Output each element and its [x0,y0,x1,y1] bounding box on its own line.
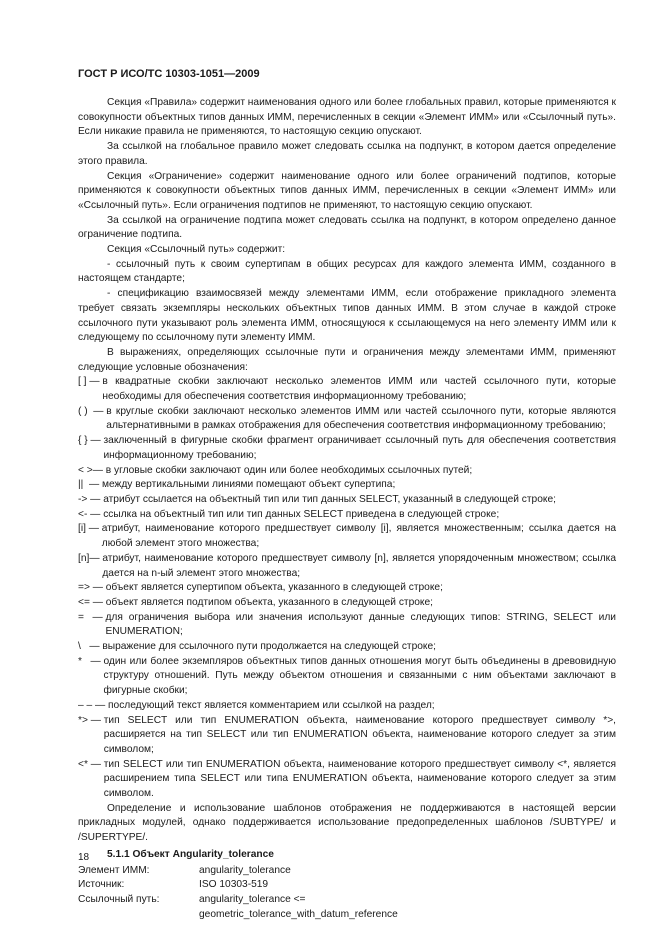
notation-symbol: { } — [78,435,104,447]
notation-text: атрибут ссылается на объектный тип или тип данных SELECT, указанный в следующей строке; [103,493,556,505]
paragraph: В выражениях, определяющих ссылочные пути и ограничения между элементами ИММ, применяют следующие условные обозначения: [78,346,616,373]
meta-row [78,908,616,923]
paragraph: Секция «Ссылочный путь» содержит: [107,244,286,256]
notation-symbol: ( ) — [78,405,107,417]
notation-item [78,405,616,434]
notation-symbol: <= — [78,596,106,608]
notation-text: между вертикальными линиями помещают объект супертипа; [101,479,396,491]
notation-text: объект является супертипом объекта, указанного в следующей строке; [105,582,443,594]
notation-symbol: <* — [78,758,104,770]
paragraph: За ссылкой на глобальное правило может следовать ссылка на подпункт, в котором дается определение этого правила. [78,141,616,167]
notation-text: в круглые скобки заключают несколько элементов ИММ или частей ссылочного пути, которые являются альтернативными в рамках отображения для обеспечения соответствия информационному требованию; [106,405,616,432]
notation-symbol: – – — [78,699,109,711]
notation-text: ссылка на объектный тип или тип данных SELECT приведена в следующей строке; [103,508,500,520]
meta-value: angularity_tolerance [199,864,291,876]
notation-symbol: *> — [78,714,104,726]
document-body [78,96,616,922]
notation-item [78,581,616,596]
meta-row [78,893,616,908]
notation-text: последующий текст является комментарием или ссылкой на раздел; [108,699,435,711]
meta-row [78,864,616,879]
notation-text: объект является подтипом объекта, указанного в следующей строке; [105,596,433,608]
list-item: - ссылочный путь к своим супертипам в общих ресурсах для каждого элемента ИММ, созданного в настоящем стандарте; [78,258,616,285]
notation-symbol: * — [78,655,104,667]
document-header: ГОСТ Р ИСО/ТС 10303-1051—2009 [78,68,260,80]
paragraph: Секция «Правила» содержит наименования одного или более глобальных правил, которые применяются к совокупности объектных типов данных ИММ, перечисленных в секции «Элемент ИММ» или «Ссылочный путь». Если никакие правила не применяются, то настоящую секцию опускают. [78,97,617,138]
notation-symbol: || — [78,479,102,491]
notation-text: атрибут, наименование которого предшествует символу [i], является множественным; ссылка дается на любой элемент этого множества; [101,523,616,550]
notation-list [78,375,616,801]
meta-value: ISO 10303-519 [199,879,269,891]
notation-item [78,596,616,611]
notation-item [78,434,616,463]
notation-text: тип SELECT или тип ENUMERATION объекта, наименование которого предшествует символу *>, расширяется на тип SELECT или тип ENUMERATION объекта, наименование которого следует за этим символом; [103,714,616,755]
meta-key: Элемент ИММ: [78,864,150,876]
meta-key [78,908,199,923]
notation-text: заключенный в фигурные скобки фрагмент ограничивает ссылочный путь для обеспечения соответствия информационному требованию; [103,435,616,461]
notation-symbol: [ ] — [78,376,103,388]
paragraph: За ссылкой на ограничение подтипа может следовать ссылка на подпункт, в котором определено данное ограничение подтипа. [78,214,616,241]
notation-symbol: => — [78,582,106,594]
notation-item [78,714,616,758]
notation-item [78,758,616,802]
notation-item [78,640,616,655]
notation-text: в квадратные скобки заключают несколько элементов ИММ или частей ссылочного пути, которые необходимы для обеспечения соответствия информационному требованию; [102,376,616,403]
notation-symbol: -> — [78,493,104,505]
notation-symbol: [i] — [78,523,102,535]
notation-item [78,493,616,508]
notation-text: тип SELECT или тип ENUMERATION объекта, наименование которого предшествует символу <*, является расширением типа SELECT или типа ENUMERATION объекта, наименование которого следует за этим символом. [103,758,616,800]
notation-item [78,655,616,699]
meta-key: Источник: [78,879,125,891]
notation-text: один или более экземпляров объектных типов данных отношения могут быть объединены в древовидную структуру отношений. Путь между объектом отношения и связанными с ним объектами заключают в фигурные скобки; [103,655,616,697]
notation-symbol: = — [78,611,106,623]
notation-text: атрибут, наименование которого предшествует символу [n], является упорядоченным множеством; ссылка дается на n-ый элемент этого множества; [102,552,616,579]
notation-item [78,699,616,714]
notation-item [78,552,616,581]
entity-meta [78,864,616,923]
notation-symbol: <- — [78,508,104,520]
page-number: 18 [78,852,90,863]
list-item: - спецификацию взаимосвязей между элементами ИММ, если отображение прикладного элемента требует связать экземпляры нескольких объектных типов данных ИММ. В этом случае в каждой строке ссылочного пути указывают роль элемента ИММ, относящуюся к ссылающемуся на него элементу ИММ или к следующему по ссылочному пути элементу ИММ. [78,288,616,344]
notation-item [78,508,616,523]
notation-symbol: \ — [78,641,103,653]
notation-item [78,375,616,404]
section-heading: 5.1.1 Объект Angularity_tolerance [107,848,274,860]
meta-row [78,878,616,893]
notation-symbol: < >— [78,464,106,476]
meta-value: angularity_tolerance <= [199,893,306,905]
notation-text: в угловые скобки заключают один или более необходимых ссылочных путей; [105,464,473,476]
paragraph: Определение и использование шаблонов отображения не поддерживаются в настоящей версии прикладных модулей, однако поддерживается использование предопределенных шаблонов /SUBTYPE/ и /SUPERTYPE/. [78,802,616,844]
notation-text: для ограничения выбора или значения используют данные следующих типов: STRING, SELECT или ENUMERATION; [105,611,616,638]
notation-item [78,611,616,640]
meta-key: Ссылочный путь: [78,893,160,905]
notation-symbol: [n]— [78,552,103,564]
notation-item [78,522,616,551]
notation-text: выражение для ссылочного пути продолжается на следующей строке; [102,641,436,653]
meta-value: geometric_tolerance_with_datum_reference [199,908,398,920]
notation-item [78,464,616,479]
paragraph: Секция «Ограничение» содержит наименование одного или более ограничений подтипов, которые применяются к совокупности объектных типов данных ИММ, перечисленных в секции «Элемент ИММ» или «Ссылочный путь». Если ограничения подтипов не применяют, то настоящую секцию опускают. [78,170,616,211]
notation-item [78,478,616,493]
